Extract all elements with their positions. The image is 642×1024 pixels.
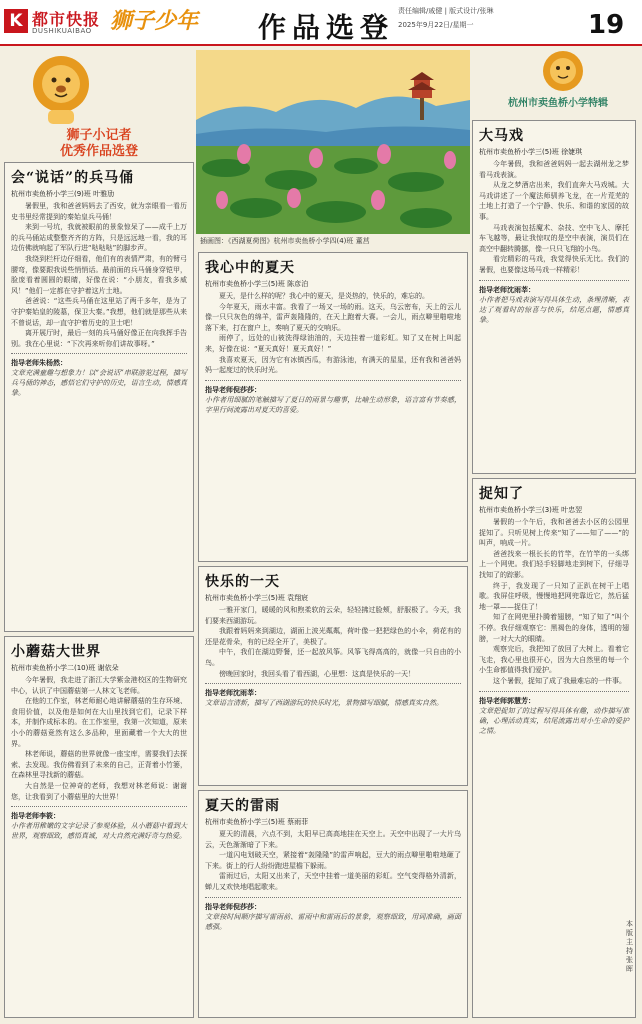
article-paragraph: 来到一号坑，我就被眼前的景象惊呆了——成千上万的兵马俑站成整整齐齐的方阵，只是远远地一看，我的耳边仿佛就响起了军队行进“哒哒哒”的脚步声。 [11,223,187,253]
article-title: 快乐的一天 [205,574,280,590]
article-paragraph: 傍晚回家时，我回头看了看西湖，心里想：这真是快乐的一天！ [219,669,415,678]
lion-youth-brand: 狮子少年 [110,8,199,34]
logo-mark-icon: K [4,9,28,33]
reporter-header [4,50,194,159]
divider [11,806,187,807]
article-paragraph: 中午，我们在湖边野餐，还一起放风筝。风筝飞得高高的，就像一只自由的小鸟。 [205,648,461,667]
article-terracotta-warriors [4,162,194,632]
article-paragraph: 一雅开家门，暖暖的风和煦柔软的云朵，轻轻拂过脸颊，舒服极了。今天，我们要来西湖游玩。 [205,606,461,625]
article-paragraph: 夏天，是什么样的呢？我心中的夏天，是炎热的，快乐的，难忘的。 [219,292,429,300]
teacher-comment: 文章按时间顺序描写雷雨前、雷雨中和雷雨后的景象，观察细致，用词准确，画面感强。 [205,912,461,931]
teacher-comment: 文章把捉知了的过程写得具体有趣，动作描写准确，心理活动真实，结尾流露出对小生命的爱护之情。 [479,706,629,735]
article-paragraph: 今年暑假，我走进了浙江大学紫金港校区的生物研究中心，认识了中国蘑菇第一人林文飞老师。 [11,676,187,695]
article-summer-thunderstorm [198,790,468,1018]
logo-name-en: DUSHIKUAIBAO [32,27,92,35]
issue-date: 2025年9月22日/星期一 [398,21,474,29]
article-paragraph: 爸爸找来一根长长的竹竿，在竹竿的一头绑上一个网兜。我们轻手轻脚地走到树下，仔细寻找知了的踪影。 [479,549,629,579]
masthead [0,0,642,46]
editor-info: 责任编辑/戚健 | 版式设计/张琳 [398,7,494,15]
teacher-label: 指导老师沈雨莘： [205,689,261,698]
teacher-label: 指导老师沈雨莘： [479,285,535,294]
teacher-label: 指导老师朱杨然： [11,359,67,368]
article-paragraph: 我跟着妈妈来到湖边，湖面上波光粼粼，荷叶像一把把绿色的小伞，荷花有的还是花骨朵，有的已经全开了，美极了。 [205,627,461,646]
page-number: 19 [588,10,625,40]
divider [205,683,461,684]
divider [479,280,629,281]
article-paragraph: 这个暑假，捉知了成了我最难忘的一件事。 [493,676,626,685]
article-paragraph: 大自然是一位神奇的老师，我想对林老师说：谢谢您，让我看到了小蘑菇里的大世界！ [11,781,187,801]
article-paragraph: 知了在网兜里扑腾着翅膀，“知了知了”叫个不停。我仔细观察它：黑褐色的身体，透明的翅膀，一对大大的眼睛。 [479,613,629,643]
article-author: 杭州市卖鱼桥小学三(5)班 陈彦泊 [205,280,309,288]
article-paragraph: 雷雨过后，太阳又出来了，天空中挂着一道美丽的彩虹。空气变得格外清新，蝉儿又欢快地唱起歌来。 [205,872,461,891]
article-paragraph: 我喜欢夏天，因为它有冰镇西瓜，有游泳池，有满天的星星，还有我和爸爸妈妈一起度过的快乐时光。 [205,355,461,375]
school-banner: 杭州市卖鱼桥小学特辑 [508,98,608,109]
logo-name: 都市快报 [32,10,101,29]
article-summer-in-my-heart [198,252,468,562]
article-paragraph: 离开展厅时，最后一刻的兵马俑好像正在向我挥手告别。我在心里说：“下次再来听你们讲故事呀。” [11,329,187,348]
divider [11,353,187,354]
article-title: 捉知了 [479,486,524,502]
teacher-comment: 小作者把马戏表演写得具体生动，条理清晰，表达了观看时的惊喜与快乐，结尾点题，情感真挚。 [479,295,629,324]
article-paragraph: 夏天的清晨，六点不到，太阳早已高高地挂在天空上。天空中出现了一大片乌云，天色渐渐暗了下来。 [205,830,461,849]
lion-mascot-icon [26,52,96,124]
teacher-label: 指导老师李筱： [11,812,60,821]
article-paragraph: 从龙之梦酒店出来，我们直奔大马戏城。大马戏讲述了一个魔法师驯养飞龙，在一片荒芜的土地上打造了一个宁静、快乐、和谐的家园的故事。 [479,181,629,221]
teacher-label: 指导老师郭慧芳： [479,696,535,705]
teacher-label: 指导老师倪莎莎： [205,385,261,394]
divider [205,380,461,381]
article-author: 杭州市卖鱼桥小学二(10)班 谢依朵 [11,664,119,672]
article-paragraph: 我绕到栏杆边仔细看，他们有的表情严肃，有的臂弓腰弯，像要跟我说些悄悄话。最前面的兵马俑身穿铠甲，脸庞看着圆圆的眼睛，好像在说：“小朋友，看我多威风！”他们一定都在守护着这片土地。 [11,254,187,295]
article-paragraph: 今年夏天，雨水丰富。我看了一场又一场的雨。这天，乌云密布，天上的云儿像一只只灰色的绵羊，雷声轰隆隆的，在天上跑着大赛。一会儿，雨点噼里啪啦地落下来，打在窗户上，奏响了夏天的交响乐。 [205,302,461,332]
reporter-title: 狮子小记者 [66,128,132,143]
editor-credit: 本版主持 张晖 [626,920,633,973]
reporter-subtitle: 优秀作品选登 [59,144,138,159]
lion-mascot-icon [540,48,586,94]
newspaper-logo[interactable] [4,7,100,37]
article-author: 杭州市卖鱼桥小学三(9)班 叶雅劢 [11,190,115,198]
article-author: 杭州市卖鱼桥小学三(5)班 徐婕琪 [479,148,583,156]
article-mushroom-world [4,636,194,1018]
teacher-comment: 小作者用细腻的笔触描写了夏日的雨景与趣事，比喻生动形象，语言富有节奏感，字里行间流露出对夏天的喜爱。 [205,395,461,414]
article-title: 我心中的夏天 [205,260,295,276]
divider [479,691,629,692]
teacher-comment: 文章充满童趣与想象力！以“会说话”串联游览过程，描写兵马俑的神态，感悟它们守护的历史，语言生动，情感真挚。 [11,369,187,398]
divider [205,897,461,898]
article-paragraph: 爸爸说：“这些兵马俑在这里站了两千多年，是为了守护秦始皇的陵墓，保卫大秦。”我想，他们就是那些从来不曾说话，却一直守护着历史的卫士吧！ [11,297,187,327]
article-title: 小蘑菇大世界 [11,644,101,660]
article-paragraph: 观察完后，我把知了放回了大树上。看着它飞走，我心里也很开心，因为大自然里的每一个小生命都值得我们爱护。 [479,645,629,675]
article-title: 会“说话”的兵马俑 [11,170,135,186]
article-paragraph: 马戏表演包括魔术、杂技、空中飞人、摩托车飞越等，最让我惊叹的是空中表演，演员们在高空中翻转腾挪，像一只只飞翔的小鸟。 [479,223,629,253]
painting-caption: 插画图：《西湖夏荷图》杭州市卖鱼桥小学四(4)班 董莒 [200,237,370,245]
article-circus [472,120,636,474]
article-title: 夏天的雷雨 [205,798,280,814]
article-paragraph: 林老师说，蘑菇的世界就像一座宝库，需要我们去探索、去发现。我仿佛看到了未来的自己，正背着小竹篓，在森林里寻找新的蘑菇。 [11,750,187,780]
article-paragraph: 今年暑假，我和爸爸妈妈一起去湖州龙之梦看马戏表演。 [479,160,629,179]
article-catching-cicadas [472,478,636,1018]
article-paragraph: 雨停了，远处的山被洗得绿油油的，天边挂着一道彩虹。知了又在树上叫起来，好像在说：“夏天真好！夏天真好！” [205,334,461,353]
article-paragraph: 暑假的一个午后，我和爸爸去小区的公园里捉知了。只听见树上传来“知了——知了——”的叫声，响成一片。 [479,518,629,548]
teacher-comment: 文章语言清新，描写了西湖游玩的快乐时光，景物描写细腻，情感真实自然。 [205,699,443,708]
article-happy-day [198,566,468,786]
section-title: 作品选登 [258,11,395,44]
teacher-label: 指导老师倪莎莎： [205,902,261,911]
article-author: 杭州市卖鱼桥小学三(3)班 叶忠翌 [479,506,583,514]
article-author: 杭州市卖鱼桥小学三(5)班 蔡雨菲 [205,818,309,826]
article-paragraph: 看完精彩的马戏，我觉得快乐无比。我们的暑假，也要像这场马戏一样精彩！ [479,255,629,274]
teacher-comment: 小作者用稚嫩的文字记录了参观体验，从小蘑菇中看到大世界，观察细致，感悟真诚，对大自然充满好奇与热爱。 [11,822,187,841]
article-title: 大马戏 [479,128,524,144]
article-author: 杭州市卖鱼桥小学三(5)班 袁翔宸 [205,594,309,602]
article-paragraph: 终于，我发现了一只知了正趴在树干上唱歌。我屏住呼吸，慢慢地把网兜靠近它，然后猛地一罩——捉住了！ [479,581,629,611]
article-paragraph: 一道闪电划破天空，紧接着“轰隆隆”的雷声响起，豆大的雨点噼里啪啦地砸了下来。街上的行人纷纷跑进屋檐下躲雨。 [205,851,461,870]
lotus-painting [196,50,470,234]
article-paragraph: 暑假里，我和爸爸妈妈去了西安，就为亲眼看一看历史书里经常提到的秦始皇兵马俑！ [11,202,187,221]
article-paragraph: 在他的工作室，林老师耐心地讲解蘑菇的生存环境、食用价值，以及他是如何在大山里找到它们，记录下样本，并制作成标本的。在工作室里，我第一次知道，原来小小的蘑菇竟然有这么多品种，里面藏着一个大大的世界。 [11,697,187,748]
